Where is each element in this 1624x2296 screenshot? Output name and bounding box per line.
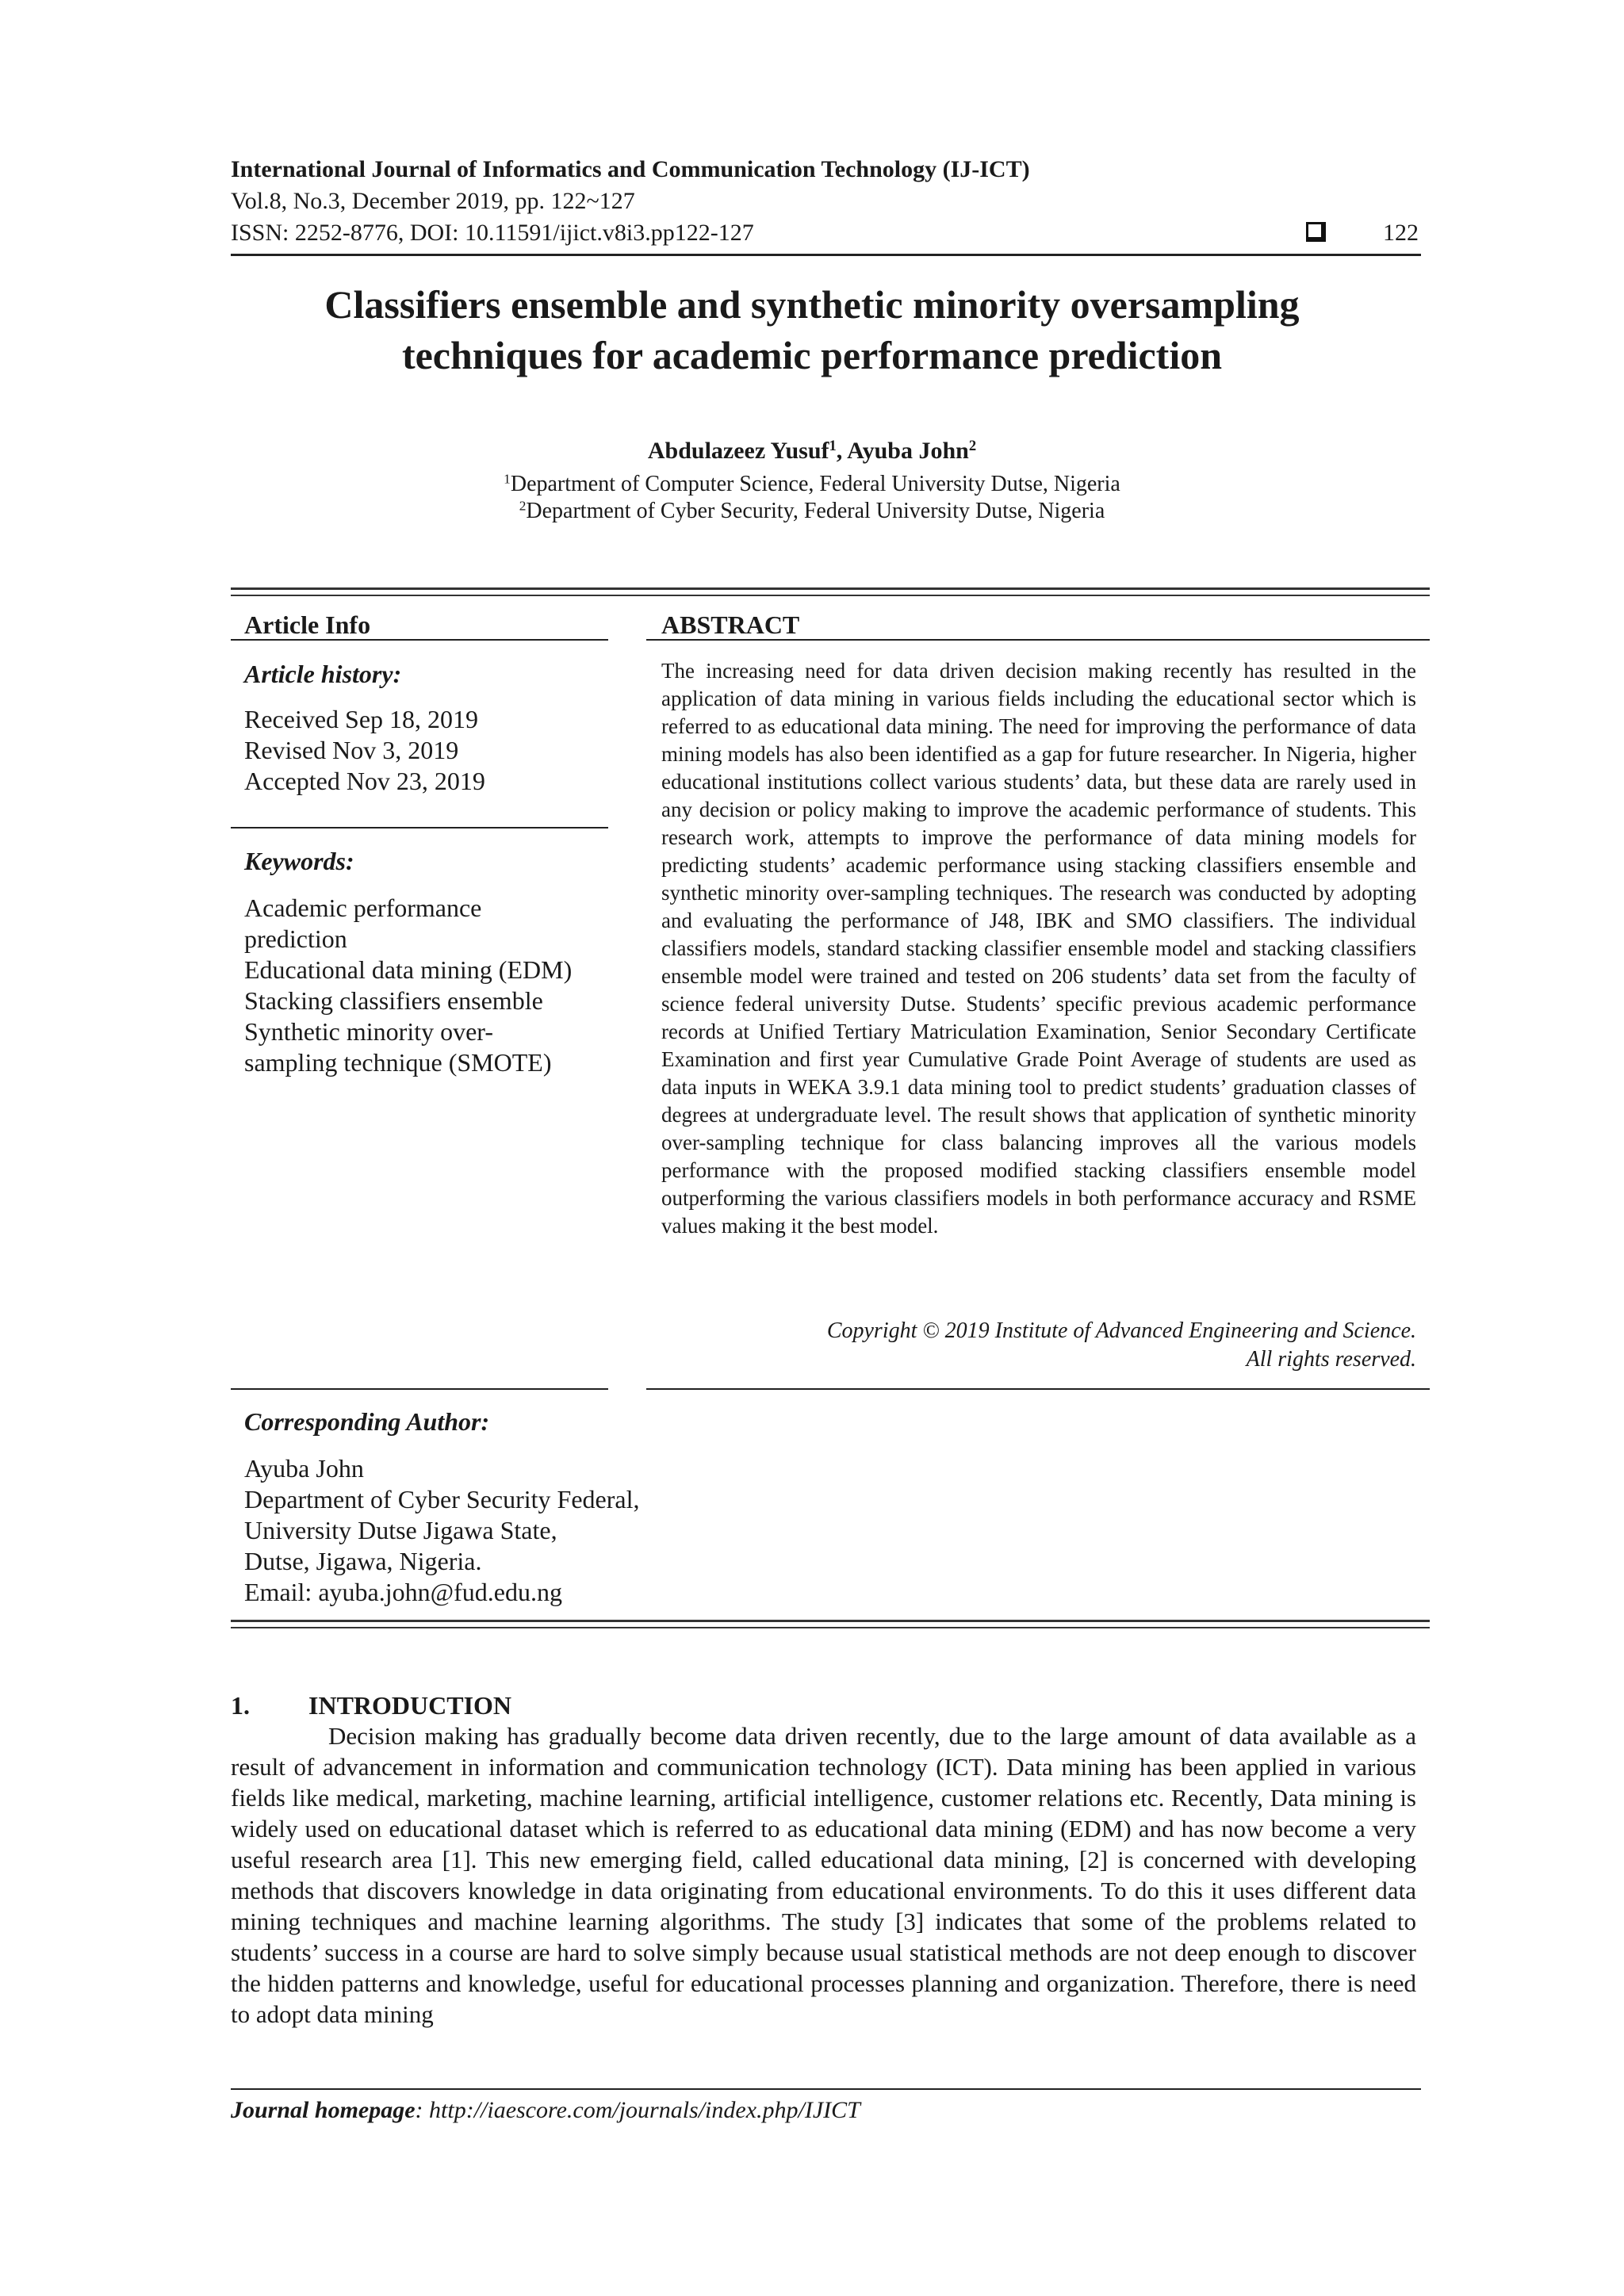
keyword-line: Educational data mining (EDM)	[244, 955, 573, 984]
affiliation-text: Department of Computer Science, Federal University Dutse, Nigeria	[510, 472, 1120, 496]
page-number: 122	[1383, 220, 1419, 246]
section-number: 1.	[231, 1691, 250, 1720]
keyword-line: Stacking classifiers ensemble	[244, 986, 543, 1015]
info-box-top-rule	[231, 587, 1430, 596]
revised-date: Revised Nov 3, 2019	[244, 736, 459, 764]
abstract-rule	[646, 639, 1430, 641]
corresponding-line: Department of Cyber Security Federal,	[244, 1485, 640, 1513]
journal-homepage-link[interactable]: http://iaescore.com/journals/index.php/IJICT	[429, 2097, 860, 2123]
copyright-line: Copyright © 2019 Institute of Advanced Engineering and Science.	[826, 1318, 1416, 1343]
copyright	[827, 1317, 1416, 1374]
footer-label: Journal homepage	[231, 2097, 416, 2123]
title-line-1: Classifiers ensemble and synthetic minority oversampling	[324, 282, 1300, 327]
history-heading: Article history:	[244, 660, 402, 688]
paper-title	[231, 279, 1393, 381]
corresponding-rule	[231, 1388, 608, 1390]
keywords-heading: Keywords:	[244, 847, 354, 875]
keyword-line: Academic performance	[244, 894, 482, 922]
section-heading	[231, 1691, 511, 1720]
issn-doi: ISSN: 2252-8776, DOI: 10.11591/ijict.v8i3.pp122-127	[231, 220, 754, 246]
author-sup: 1	[829, 437, 837, 454]
section-title: INTRODUCTION	[308, 1691, 512, 1720]
author-name: Abdulazeez Yusuf	[647, 438, 829, 464]
affiliation-sup: 1	[504, 471, 511, 487]
abstract-heading: ABSTRACT	[661, 610, 800, 639]
copyright-line: All rights reserved.	[1246, 1347, 1416, 1372]
affiliation-text: Department of Cyber Security, Federal University Dutse, Nigeria	[526, 499, 1105, 523]
introduction-text: Decision making has gradually become data driven recently, due to the large amount of data available as a result of advancement in information and communication technology (ICT). Data mining has been applied in various fields like medical, marketing, machine learning, artificial intelligence, customer relations etc. Recently, Data mining is widely used on educational dataset which is referred to as educational data mining (EDM) and has now become a very useful research area [1]. This new emerging field, called educational data mining, [2] is concerned with developing methods that discovers knowledge in data originating from educational environments. To do this it uses different data mining techniques and machine learning algorithms. The study [3] indicates that some of the problems related to students’ success in a course are hard to solve simply because usual statistical methods are not deep enough to discover the hidden patterns and knowledge, useful for educational processes planning and organization. Therefore, there is need to adopt data mining	[231, 1722, 1416, 2028]
article-info-rule	[231, 639, 608, 641]
header-rule	[231, 254, 1421, 256]
footer-separator: :	[415, 2097, 430, 2123]
affiliation	[231, 471, 1393, 498]
author-separator: ,	[836, 438, 848, 464]
corresponding-email: Email: ayuba.john@fud.edu.ng	[244, 1578, 562, 1606]
footer	[231, 2097, 860, 2124]
affiliation-sup: 2	[519, 498, 527, 514]
keyword-line: prediction	[244, 924, 347, 953]
info-box-bottom-rule	[231, 1620, 1430, 1628]
affiliation	[231, 498, 1393, 525]
corresponding-line: Ayuba John	[244, 1454, 364, 1483]
keyword-line: Synthetic minority over-	[244, 1017, 493, 1046]
journal-name: International Journal of Informatics and Communication Technology (IJ-ICT)	[231, 156, 1030, 182]
history-rule	[231, 827, 608, 828]
authors	[231, 438, 1393, 465]
abstract-text: The increasing need for data driven decision making recently has resulted in the application of data mining in various fields including the educational sector which is referred to as educational data mining. The need for improving the performance of data mining models has also been identified as a gap for future researcher. In Nigeria, higher educational institutions collect various students’ data, but these data are rarely used in any decision or policy making to improve the academic performance of students. This research work, attempts to improve the performance of data mining models for predicting students’ academic performance using stacking classifiers ensemble and synthetic minority over-sampling techniques. The research was conducted by adopting and evaluating the performance of J48, IBK and SMO classifiers. The individual classifiers models, standard stacking classifier ensemble model and stacking classifiers ensemble model were trained and tested on 206 students’ data set from the faculty of science federal university Dutse. Students’ specific previous academic performance records at Unified Tertiary Matriculation Examination, Senior Secondary Certificate Examination and first year Cumulative Grade Point Average of students are used as data inputs in WEKA 3.9.1 data mining tool to predict students’ graduation classes of degrees at undergraduate level. The result shows that application of synthetic minority over-sampling technique for class balancing improves all the various models performance with the proposed modified stacking classifiers ensemble model outperforming the various classifiers models in both performance accuracy and RSME values making it the best model.	[661, 659, 1416, 1238]
author-sup: 2	[968, 437, 977, 454]
corresponding-line: Dutse, Jigawa, Nigeria.	[244, 1547, 482, 1575]
article-info-heading: Article Info	[244, 610, 371, 639]
title-line-2: techniques for academic performance prediction	[401, 333, 1223, 377]
received-date: Received Sep 18, 2019	[244, 705, 479, 733]
author-name: Ayuba John	[847, 438, 969, 464]
keyword-line: sampling technique (SMOTE)	[244, 1048, 552, 1077]
accepted-date: Accepted Nov 23, 2019	[244, 767, 485, 795]
abstract-bottom-rule	[646, 1388, 1430, 1390]
box-bullet-icon	[1306, 222, 1323, 239]
volume-info: Vol.8, No.3, December 2019, pp. 122~127	[231, 188, 635, 214]
corresponding-line: University Dutse Jigawa State,	[244, 1516, 557, 1544]
corresponding-heading: Corresponding Author:	[244, 1407, 490, 1436]
footer-rule	[231, 2088, 1421, 2090]
